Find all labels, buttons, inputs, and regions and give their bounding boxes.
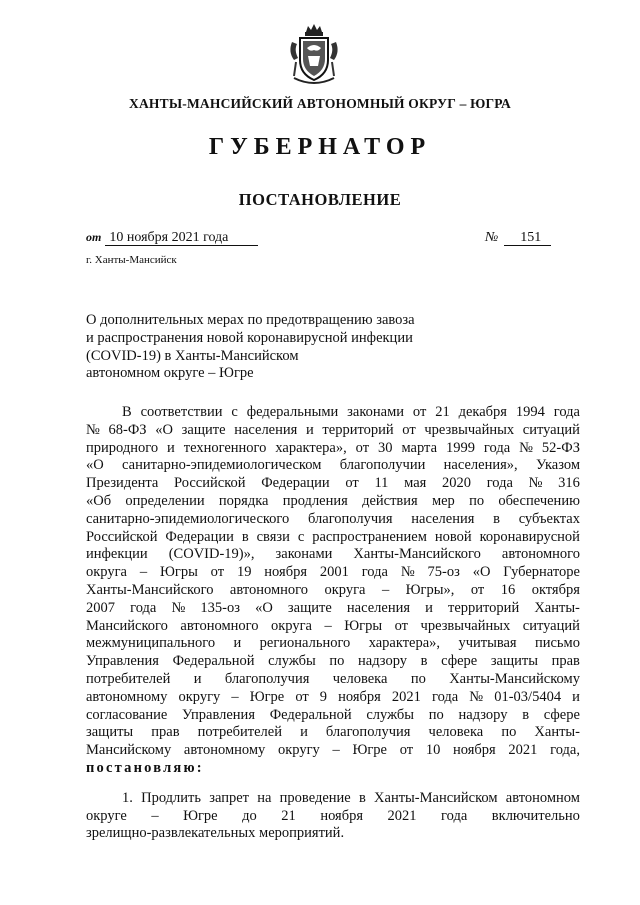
body-line: Ханты-Мансийского автономного округа – Югры», от 16 октября <box>86 581 580 598</box>
body-line: Управления Федеральной службы по надзору в сфере защиты прав <box>86 653 580 670</box>
body-line: Мансийскому автономному округу – Югре от 10 ноября 2021 года, <box>86 742 580 759</box>
region-name: ХАНТЫ-МАНСИЙСКИЙ АВТОНОМНЫЙ ОКРУГ – ЮГРА <box>129 96 511 111</box>
subject-line: О дополнительных мерах по предотвращению завоза <box>86 312 415 328</box>
body-line: зрелищно-развлекательных мероприятий. <box>86 825 345 842</box>
document-subject <box>86 312 506 383</box>
body-line: 2007 года № 135-оз «О защите населения и территорий Ханты- <box>86 599 580 616</box>
document-date: 10 ноября 2021 года <box>105 230 258 246</box>
body-line: Президента Российской Федерации от 11 мая 2020 года № 316 <box>86 475 580 492</box>
body-line: «О санитарно-эпидемиологическом благополучии населения», Указом <box>86 457 580 474</box>
body-line: природного и техногенного характера», от 30 марта 1999 года № 52-ФЗ <box>86 439 580 456</box>
resolve-word: постановляю: <box>86 759 204 776</box>
coat-of-arms-icon <box>288 22 340 88</box>
body-line: Мансийского автономного округа – Югры от чрезвычайных ситуаций <box>86 617 580 634</box>
page-title: ГУБЕРНАТОР <box>208 134 432 160</box>
body-line: 1. Продлить запрет на проведение в Ханты-Мансийском автономном <box>122 789 580 806</box>
body-line: санитарно-эпидемиологического благополучия населения в субъектах <box>86 510 580 527</box>
body-line: округе – Югре до 21 ноября 2021 года включительно <box>86 807 580 824</box>
body-line: защиты прав потребителей и благополучия человека по Ханты- <box>86 724 580 741</box>
document-type: ПОСТАНОВЛЕНИЕ <box>238 190 402 209</box>
body-line: автономному округу – Югре от 9 ноября 2021 года № 01-03/5404 и <box>86 688 580 705</box>
body-line: межмуниципального и регионального характера», учитывая письмо <box>86 635 580 652</box>
subject-line: автономном округе – Югре <box>86 365 254 382</box>
city: г. Ханты-Мансийск <box>86 254 177 266</box>
body-line: потребителей и благополучия человека по Ханты-Мансийскому <box>86 670 580 687</box>
body-line: согласование Управления Федеральной службы по надзору в сфере <box>86 706 580 723</box>
date-line <box>86 230 258 246</box>
body-line: № 68-ФЗ «О защите населения и территорий от чрезвычайных ситуаций <box>86 421 580 438</box>
number-line <box>485 230 551 246</box>
subject-line: и распространения новой коронавирусной инфекции <box>86 329 413 346</box>
document-body <box>86 404 580 843</box>
body-line: округа – Югры от 19 ноября 2001 года № 75-оз «О Губернаторе <box>86 564 580 581</box>
body-line: инфекции (COVID-19)», законами Ханты-Мансийского автономного <box>86 546 580 563</box>
document-number: 151 <box>504 230 551 246</box>
subject-line: (COVID-19) в Ханты-Мансийском <box>86 347 299 364</box>
body-line: «Об определении порядка продления действия мер по обеспечению <box>86 492 580 509</box>
body-line: В соответствии с федеральными законами от 21 декабря 1994 года <box>122 404 580 420</box>
date-prefix: от <box>86 230 102 244</box>
number-prefix: № <box>485 230 499 245</box>
body-line: Российской Федерации в связи с распространением новой коронавирусной <box>86 528 580 545</box>
